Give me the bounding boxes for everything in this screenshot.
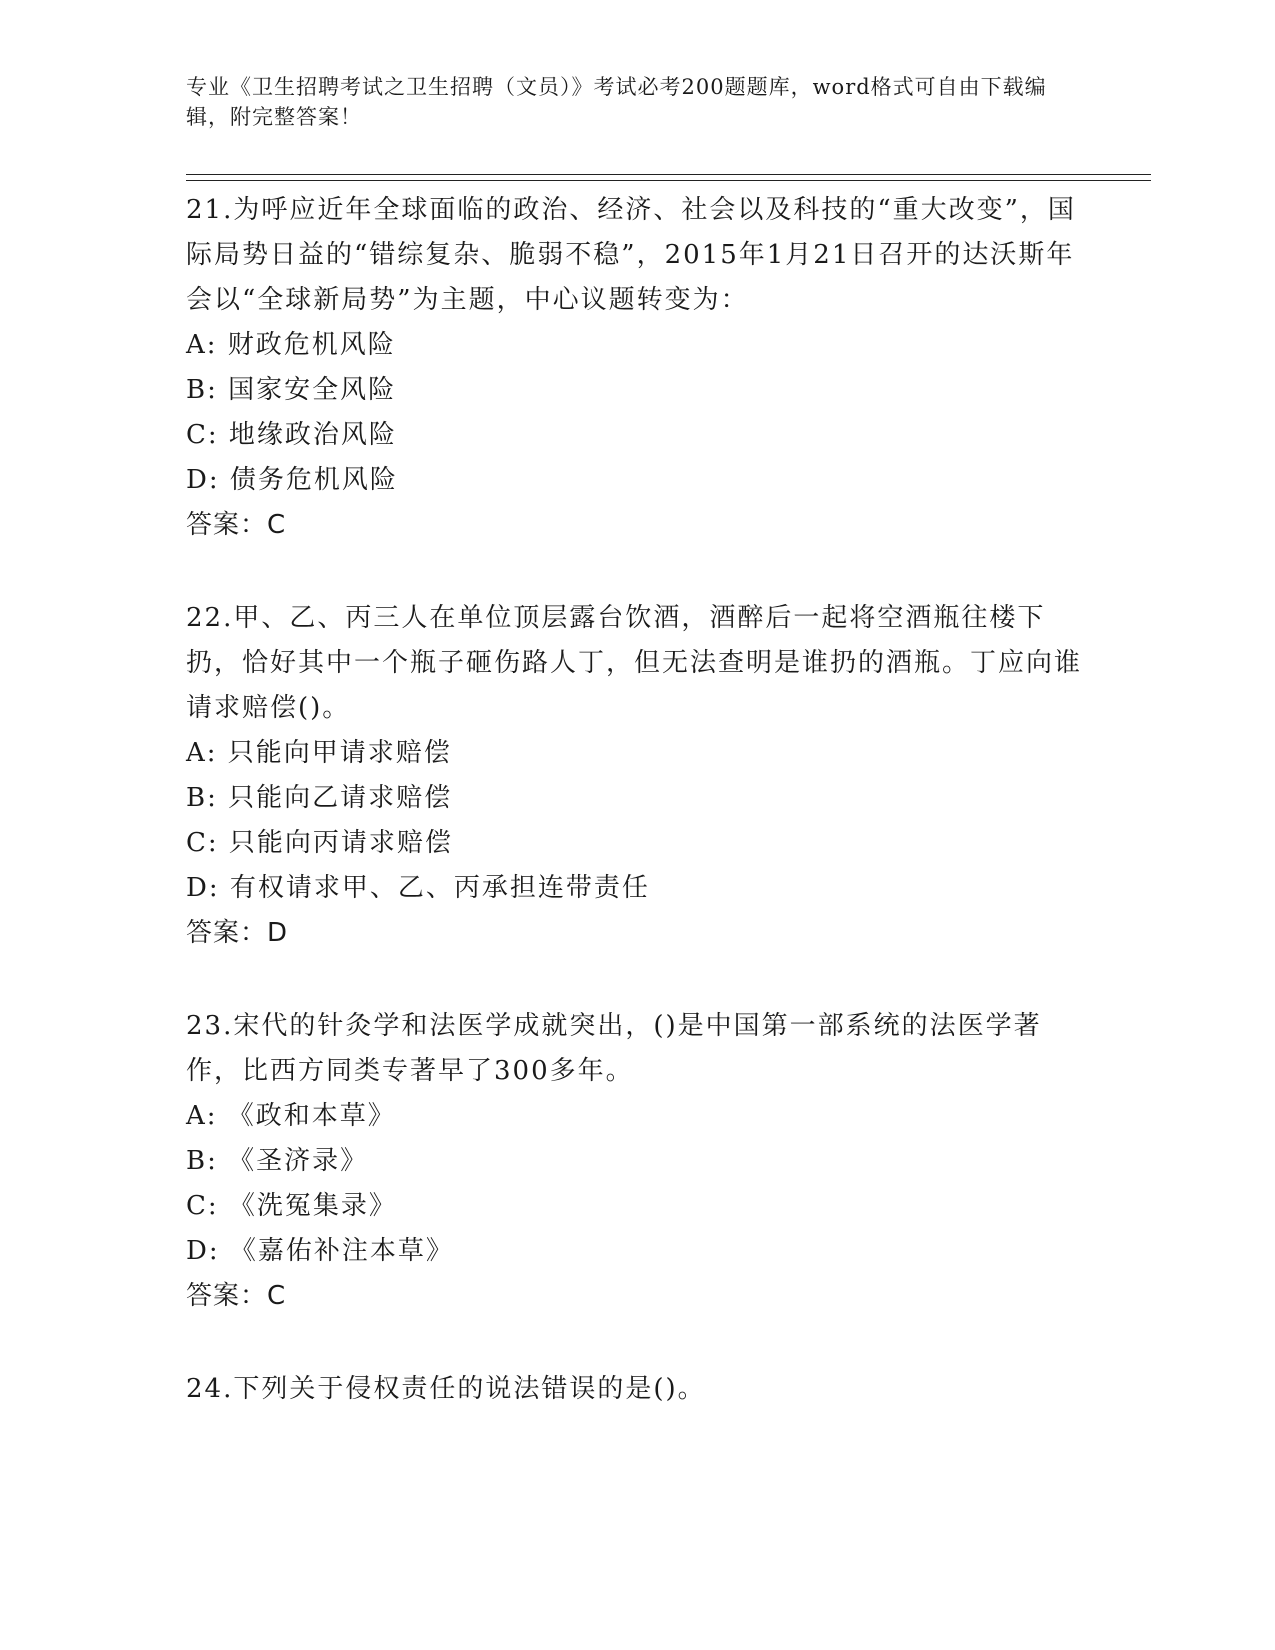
answer-line: 答案：C <box>186 510 287 540</box>
option-c: C: 地缘政治风险 <box>186 420 397 450</box>
question-24 <box>186 1367 1086 1412</box>
question-23 <box>186 1004 1086 1319</box>
document-header: 专业《卫生招聘考试之卫生招聘（文员）》考试必考200题题库，word格式可自由下载编辑，附完整答案！ <box>186 75 1047 129</box>
header-divider-bottom <box>186 180 1151 181</box>
option-a: A: 《政和本草》 <box>186 1101 396 1131</box>
option-b: B: 《圣济录》 <box>186 1146 369 1176</box>
option-c: C: 只能向丙请求赔偿 <box>186 828 453 858</box>
question-stem: 23.宋代的针灸学和法医学成就突出，()是中国第一部系统的法医学著作，比西方同类专著早了300多年。 <box>186 1011 1042 1086</box>
option-c: C: 《洗冤集录》 <box>186 1191 397 1221</box>
option-a: A: 财政危机风险 <box>186 330 396 360</box>
question-stem: 24.下列关于侵权责任的说法错误的是()。 <box>186 1374 706 1404</box>
option-b: B: 只能向乙请求赔偿 <box>186 783 453 813</box>
answer-line: 答案：D <box>186 918 289 948</box>
question-stem: 21.为呼应近年全球面临的政治、经济、社会以及科技的“重大改变”，国际局势日益的“错综复杂、脆弱不稳”，2015年1月21日召开的达沃斯年会以“全球新局势”为主题，中心议题转变为： <box>186 195 1076 315</box>
option-d: D: 债务危机风险 <box>186 465 398 495</box>
question-stem: 22.甲、乙、丙三人在单位顶层露台饮酒，酒醉后一起将空酒瓶往楼下扔，恰好其中一个瓶子砸伤路人丁，但无法查明是谁扔的酒瓶。丁应向谁请求赔偿()。 <box>186 603 1083 723</box>
answer-line: 答案：C <box>186 1281 287 1311</box>
question-21 <box>186 188 1086 548</box>
option-d: D: 《嘉佑补注本草》 <box>186 1236 454 1266</box>
question-22 <box>186 596 1086 956</box>
question-list <box>186 188 1086 1460</box>
option-d: D: 有权请求甲、乙、丙承担连带责任 <box>186 873 650 903</box>
option-b: B: 国家安全风险 <box>186 375 397 405</box>
option-a: A: 只能向甲请求赔偿 <box>186 738 452 768</box>
header-divider-top <box>186 174 1151 175</box>
